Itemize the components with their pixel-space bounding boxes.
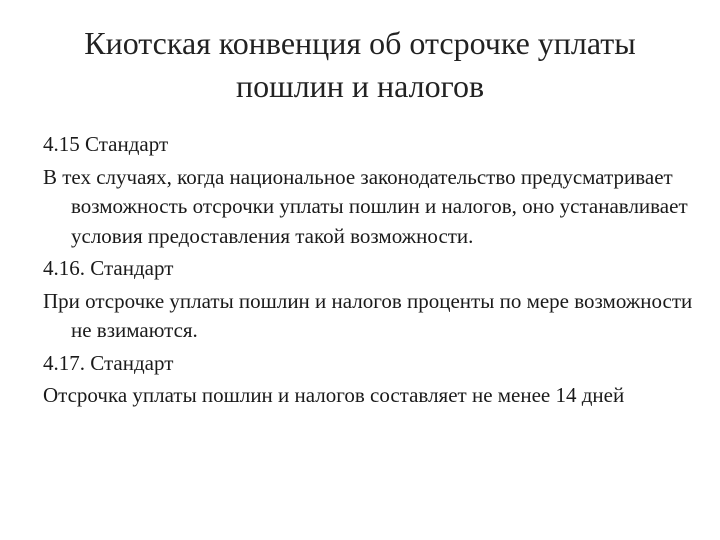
slide-title-line-2: пошлин и налогов [235, 68, 485, 104]
standard-text-4-15: В тех случаях, когда национальное законодательство предусматривает возможность отсрочки уплаты пошлин и налогов, оно устанавливает условия предоставления такой возможности. [43, 164, 688, 248]
slide-body [43, 130, 693, 414]
slide-title [30, 22, 690, 108]
standard-text-4-16: При отсрочке уплаты пошлин и налогов проценты по мере возможности не взимаются. [43, 288, 693, 342]
standard-heading-4-17: 4.17. Стандарт [43, 350, 174, 375]
standard-heading-4-15: 4.15 Стандарт [43, 132, 169, 156]
standard-text-4-17: Отсрочка уплаты пошлин и налогов составляет не менее 14 дней [43, 383, 625, 407]
slide-title-line-1: Киотская конвенция об отсрочке уплаты [84, 25, 636, 61]
standard-heading-4-16: 4.16. Стандарт [43, 256, 174, 280]
